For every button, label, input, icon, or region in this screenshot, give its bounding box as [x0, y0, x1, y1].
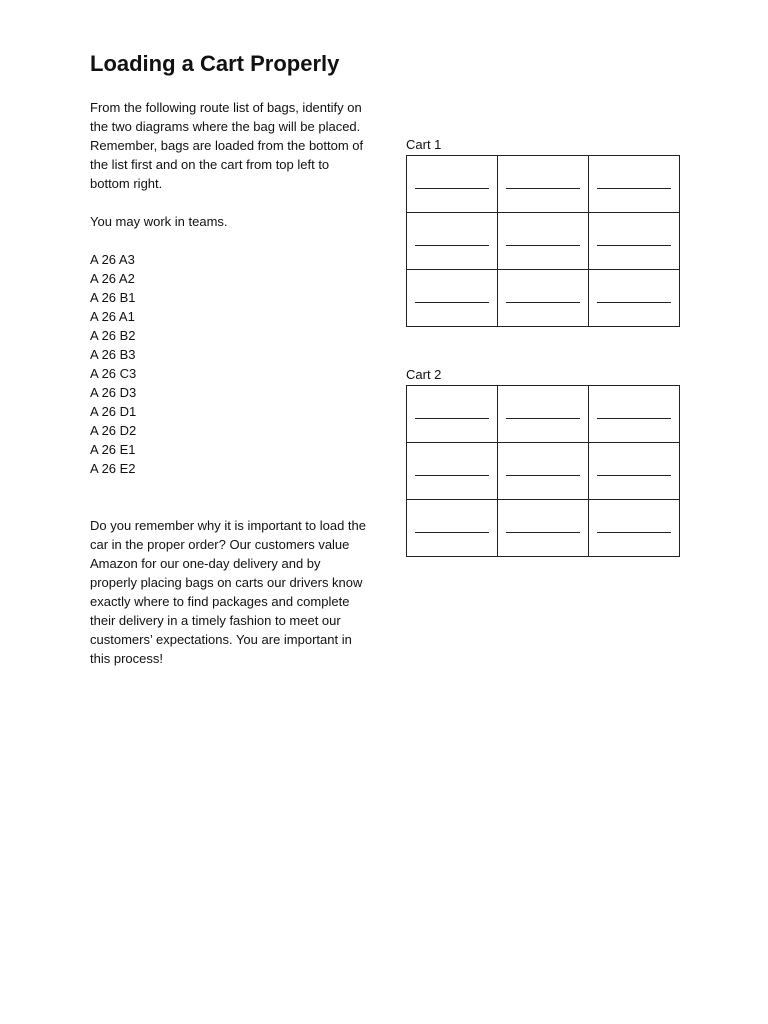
cart-1-grid	[406, 155, 680, 327]
cart-2-slot-r2c1[interactable]	[407, 443, 498, 500]
cart-grid-row	[407, 500, 680, 557]
cart-2-slot-r1c1[interactable]	[407, 386, 498, 443]
route-list-item: A 26 B3	[90, 347, 136, 362]
cart-grid-row	[407, 156, 680, 213]
blank-line	[597, 188, 671, 189]
cart-1-slot-r2c1[interactable]	[407, 213, 498, 270]
blank-line	[597, 532, 671, 533]
blank-line	[597, 475, 671, 476]
cart-1-slot-r2c2[interactable]	[498, 213, 589, 270]
blank-line	[415, 418, 489, 419]
page-title: Loading a Cart Properly	[90, 51, 340, 76]
cart-grid-row	[407, 270, 680, 327]
route-list-item: A 26 D2	[90, 423, 137, 438]
cart-1-slot-r1c3[interactable]	[589, 156, 680, 213]
blank-line	[415, 532, 489, 533]
blank-line	[506, 532, 580, 533]
instructions-paragraph: From the following route list of bags, identify on the two diagrams where the bag will be placed. Remember, bags are loaded from the bottom of the list first and on the cart from top left to bottom right.	[90, 100, 364, 191]
cart-1-label: Cart 1	[406, 137, 442, 152]
cart-1-diagram	[406, 136, 678, 327]
cart-2-slot-r2c2[interactable]	[498, 443, 589, 500]
route-list-item: A 26 A1	[90, 309, 135, 324]
blank-line	[415, 302, 489, 303]
cart-2-grid	[406, 385, 680, 557]
cart-2-diagram	[406, 366, 678, 557]
blank-line	[597, 302, 671, 303]
route-list-item: A 26 C3	[90, 366, 137, 381]
cart-2-slot-r1c2[interactable]	[498, 386, 589, 443]
blank-line	[506, 302, 580, 303]
route-list-item: A 26 B1	[90, 290, 136, 305]
route-list-item: A 26 B2	[90, 328, 136, 343]
cart-2-slot-r3c2[interactable]	[498, 500, 589, 557]
cart-1-slot-r3c2[interactable]	[498, 270, 589, 327]
blank-line	[506, 475, 580, 476]
cart-1-slot-r2c3[interactable]	[589, 213, 680, 270]
teams-note: You may work in teams.	[90, 214, 228, 229]
cart-2-slot-r3c3[interactable]	[589, 500, 680, 557]
closing-paragraph: Do you remember why it is important to load the car in the proper order? Our customers value Amazon for our one-day delivery and by properly placing bags on carts our drivers know exactly where to find packages and complete their delivery in a timely fashion to meet our customers’ expectations. You are important in this process!	[90, 518, 367, 666]
blank-line	[597, 418, 671, 419]
route-list-item: A 26 E2	[90, 461, 136, 476]
route-list	[90, 250, 370, 478]
cart-2-label: Cart 2	[406, 367, 442, 382]
cart-1-slot-r1c2[interactable]	[498, 156, 589, 213]
blank-line	[506, 188, 580, 189]
spacer	[90, 193, 370, 212]
blank-line	[506, 245, 580, 246]
route-list-item: A 26 A3	[90, 252, 135, 267]
cart-2-slot-r2c3[interactable]	[589, 443, 680, 500]
cart-2-slot-r1c3[interactable]	[589, 386, 680, 443]
instructions-column	[90, 98, 370, 668]
blank-line	[597, 245, 671, 246]
cart-grid-row	[407, 443, 680, 500]
cart-2-slot-r3c1[interactable]	[407, 500, 498, 557]
cart-1-slot-r3c3[interactable]	[589, 270, 680, 327]
blank-line	[506, 418, 580, 419]
cart-grid-row	[407, 213, 680, 270]
spacer	[90, 231, 370, 250]
blank-line	[415, 245, 489, 246]
blank-line	[415, 188, 489, 189]
route-list-item: A 26 D1	[90, 404, 137, 419]
cart-1-slot-r1c1[interactable]	[407, 156, 498, 213]
cart-grid-row	[407, 386, 680, 443]
cart-1-slot-r3c1[interactable]	[407, 270, 498, 327]
route-list-item: A 26 A2	[90, 271, 135, 286]
route-list-item: A 26 E1	[90, 442, 136, 457]
spacer	[90, 478, 370, 516]
route-list-item: A 26 D3	[90, 385, 137, 400]
blank-line	[415, 475, 489, 476]
